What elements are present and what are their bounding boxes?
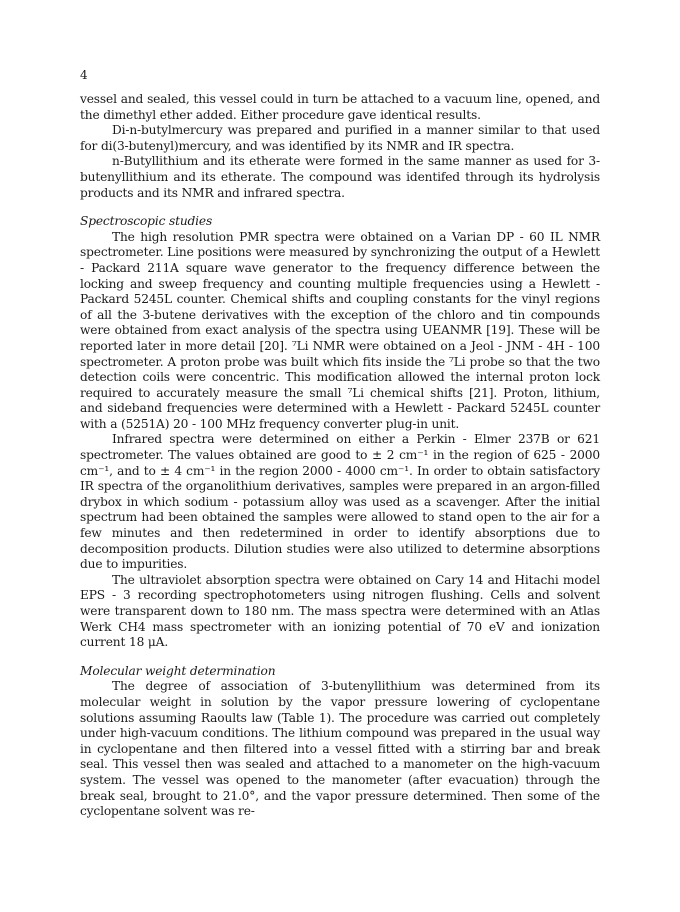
body-text xyxy=(80,92,600,820)
paragraph-infrared-spectra: Infrared spectra were determined on either a Perkin - Elmer 237B or 621 spectrometer. The values obtained are good to ± 2 cm⁻¹ in the region of 625 - 2000 cm⁻¹, and to ± 4 cm⁻¹ in the region 2000 - 4000 cm⁻¹. In order to obtain satisfactory IR spectra of the organolithium derivatives, samples were prepared in an argon-filled drybox in which sodium - potassium alloy was used as a scavenger. After the initial spectrum had been obtained the samples were allowed to stand open to the air for a few minutes and then redetermined in order to identify absorptions due to decomposition products. Dilution studies were also utilized to determine absorptions due to impurities. xyxy=(80,432,600,572)
section-heading-spectroscopic: Spectroscopic studies xyxy=(80,214,213,229)
paragraph-continuation: vessel and sealed, this vessel could in turn be attached to a vacuum line, opened, and the dimethyl ether added. Either procedure gave identical results. xyxy=(80,92,600,122)
paragraph-butyllithium: n-Butyllithium and its etherate were formed in the same manner as used for 3-butenyllithium and its etherate. The compound was identifed through its hydrolysis products and its NMR and infrared spectra. xyxy=(80,154,600,200)
paragraph-dibutylmercury: Di-n-butylmercury was prepared and purified in a manner similar to that used for di(3-butenyl)mercury, and was identified by its NMR and IR spectra. xyxy=(80,123,600,153)
paragraph-pmr-spectra: The high resolution PMR spectra were obtained on a Varian DP - 60 IL NMR spectrometer. Line positions were measured by synchronizing the output of a Hewlett - Packard 211A square wave generator to the frequency difference between the locking and sweep frequency and counting multiple frequencies using a Hewlett - Packard 5245L counter. Chemical shifts and coupling constants for the vinyl regions of all the 3-butene derivatives with the exception of the chloro and tin compounds were obtained from exact analysis of the spectra using UEANMR [19]. These will be reported later in more detail [20]. ⁷Li NMR were obtained on a Jeol - JNM - 4H - 100 spectrometer. A proton probe was built which fits inside the ⁷Li probe so that the two detection coils were concentric. This modification allowed the internal proton lock required to accurately measure the small ⁷Li chemical shifts [21]. Proton, lithium, and sideband frequencies were determined with a Hewlett - Packard 5245L counter with a (5251A) 20 - 100 MHz frequency converter plug-in unit. xyxy=(80,229,600,431)
paragraph-uv-mass-spectra: The ultraviolet absorption spectra were obtained on Cary 14 and Hitachi model EPS - 3 recording spectrophotometers using nitrogen flushing. Cells and solvent were transparent down to 180 nm. The mass spectra were determined with an Atlas Werk CH4 mass spectrometer with an ionizing potential of 70 eV and ionization current 18 μA. xyxy=(80,572,600,650)
page-number: 4 xyxy=(80,68,88,82)
section-heading-molecular-weight: Molecular weight determination xyxy=(80,663,276,678)
paragraph-molecular-weight: The degree of association of 3-butenyllithium was determined from its molecular weight in solution by the vapor pressure lowering of cyclopentane solutions assuming Raoults law (Table 1). The procedure was carried out completely under high-vacuum conditions. The lithium compound was prepared in the usual way in cyclopentane and then filtered into a vessel fitted with a stirring bar and break seal. This vessel then was sealed and attached to a manometer on the high-vacuum system. The vessel was opened to the manometer (after evacuation) through the break seal, brought to 21.0°, and the vapor pressure determined. Then some of the cyclopentane solvent was re- xyxy=(80,679,600,819)
